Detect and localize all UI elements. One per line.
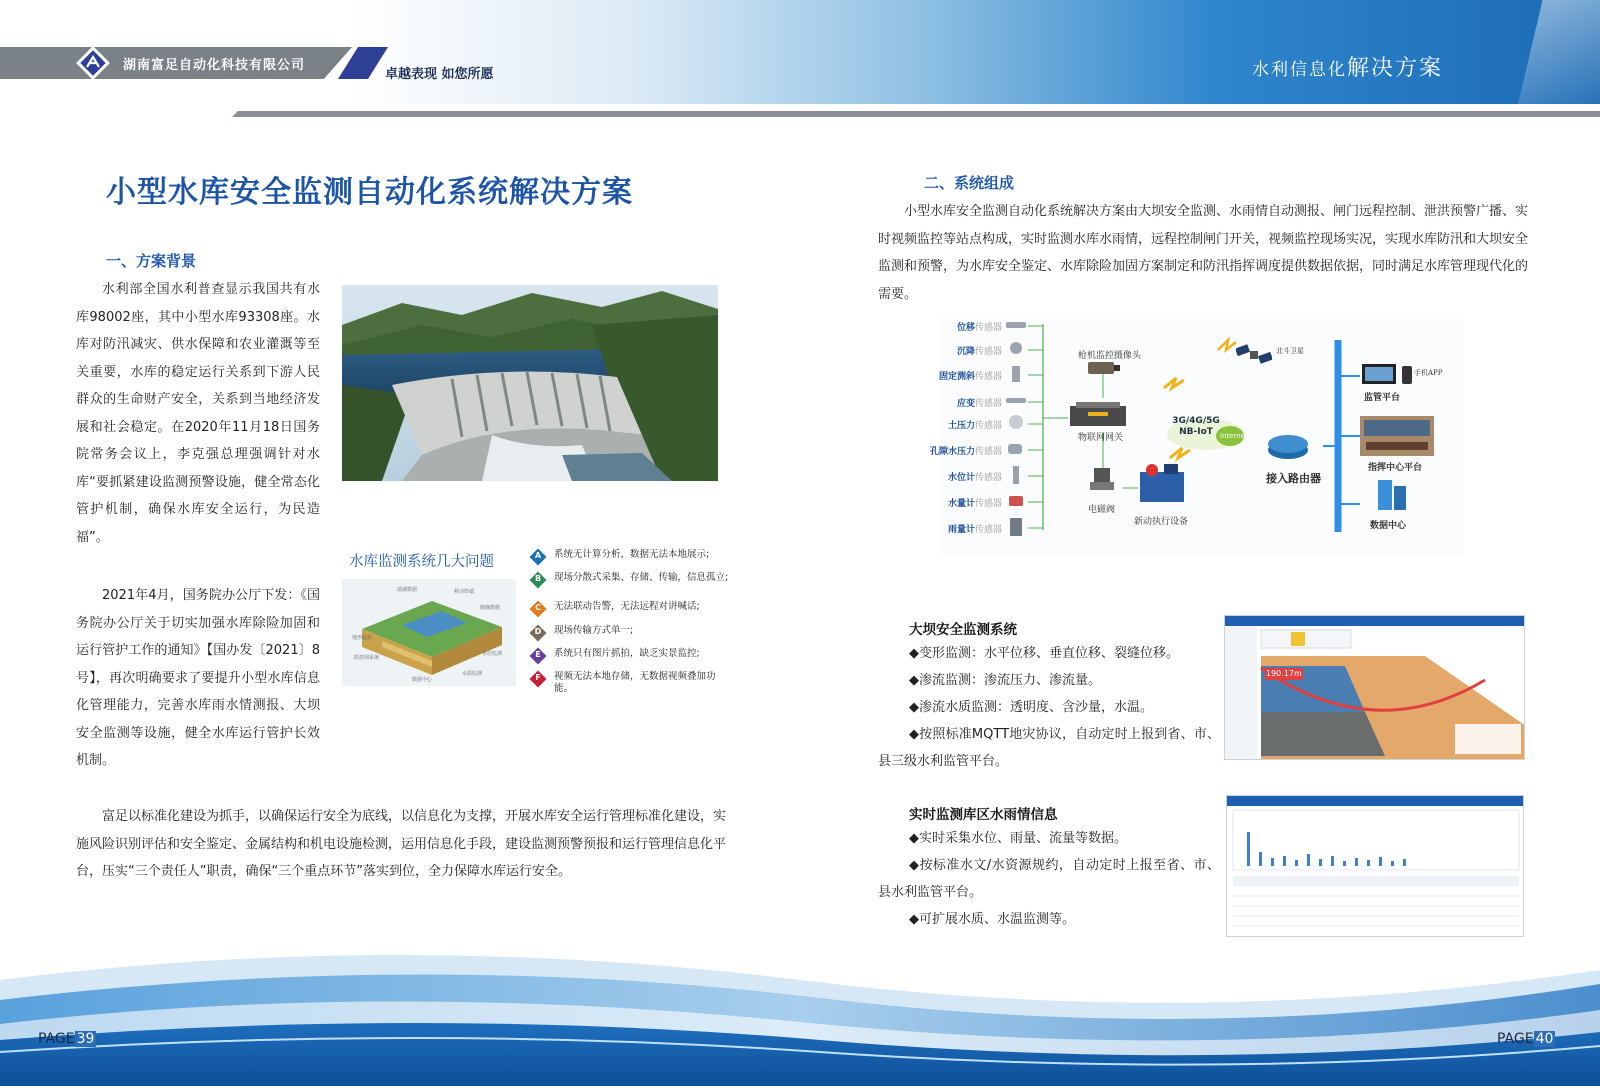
sensor-suffix: 传感器 [974, 399, 1002, 409]
svg-text:数据中心: 数据中心 [412, 677, 433, 683]
problem-text: 系统只有图片抓拍，缺乏实景监控; [554, 648, 700, 659]
problem-text: 视频无法本地存储，无数据视频叠加功能。 [554, 671, 716, 694]
sensor-name: 雨量计 [947, 525, 975, 535]
sensor-label [957, 344, 1002, 357]
problem-letter: E [535, 650, 541, 659]
sensor-label [939, 369, 1002, 382]
dam-monitor-item-1: ◆变形监测：水平位移、垂直位移、裂缝位移。 [909, 646, 1179, 661]
svg-text:遥感数据: 遥感数据 [397, 587, 418, 593]
svg-text:精确数据: 精确数据 [480, 605, 501, 611]
sensor-label [948, 418, 1002, 431]
system-paragraph: 小型水库安全监测自动化系统解决方案由大坝安全监测、水雨情自动测报、闸门远程控制、泄洪预警广播、实时视频监控等站点构成，实时监测水库水雨情，远程控制闸门开关，视频监控现场实况，实现水库防汛和大坝安全监测和预警，为水库安全鉴定、水库除险加固方案制定和防汛指挥调度提供数据依据，同时满足水库管理现代化的需要。 [878, 204, 1529, 302]
sensor-suffix: 传感器 [974, 525, 1002, 535]
sensor-suffix: 传感器 [974, 473, 1002, 483]
section-system-title: 二、系统组成 [924, 174, 1015, 192]
sensor-thumbnails [1004, 318, 1028, 538]
problem-letter: B [534, 574, 542, 583]
sensor-suffix: 传感器 [974, 421, 1002, 431]
problem-letter: D [534, 627, 542, 636]
page-label-right: PAGE [1497, 1031, 1534, 1047]
problem-item [530, 625, 730, 637]
company-name: 湖南富足自动化科技有限公司 [123, 58, 306, 73]
sensor-label [948, 522, 1002, 535]
problem-item [530, 549, 730, 561]
sensor-label [930, 444, 1002, 457]
company-slogan: 卓越表现 如您所愿 [385, 67, 494, 82]
gateway-label: 物联网网关 [1078, 433, 1124, 443]
sensor-name: 沉降 [956, 347, 975, 357]
sensor-label [957, 396, 1002, 409]
camera-icon [1086, 358, 1122, 378]
actuator-label: 新动执行设备 [1134, 517, 1189, 527]
svg-text:移动终端: 移动终端 [454, 589, 475, 595]
data-center-label: 数据中心 [1370, 521, 1407, 531]
sensor-name: 孔隙水压力 [929, 447, 975, 457]
problem-marker-icon [530, 601, 546, 617]
problem-text: 现场分散式采集、存储、传输，信息孤立; [554, 572, 729, 583]
problem-letter: A [534, 551, 542, 560]
problem-marker-icon [530, 625, 546, 641]
rain-monitor-screenshot [1226, 795, 1524, 937]
header-series-title [1252, 51, 1443, 82]
header-title-small: 水利信息化 [1252, 60, 1347, 80]
network-label: 3G/4G/5G NB-IoT [1172, 416, 1220, 437]
background-paragraph-3: 富足以标准化建设为抓手，以确保运行安全为底线，以信息化为支撑，开展水库安全运行管理标准化建设，实施风险识别评估和安全鉴定、金属结构和机电设施检测，运用信息化手段，建设监测预警预报和运行管理信息化平台，压实“三个责任人”职责，确保“三个重点环节”落实到位，全力保障水库运行安全。 [76, 809, 727, 879]
page-number-value-left: 39 [76, 1031, 95, 1047]
problem-text: 无法联动告警，无法远程对讲喊话; [554, 601, 700, 612]
svg-text:地形起伏: 地形起伏 [352, 635, 373, 641]
rain-monitor-item-1: ◆实时采集水位、雨量、流量等数据。 [909, 831, 1127, 846]
system-architecture-diagram [929, 318, 1464, 556]
sensor-suffix: 传感器 [974, 347, 1002, 357]
dam-photo [342, 285, 718, 481]
dam-monitor-title: 大坝安全监测系统 [909, 622, 1017, 638]
monitor-platform-icon [1360, 362, 1418, 388]
command-center-label: 指挥中心平台 [1368, 463, 1423, 473]
internet-label: Internet [1220, 432, 1248, 440]
svg-text:防溃坝系统: 防溃坝系统 [354, 655, 380, 661]
actuator-icon [1138, 462, 1186, 506]
router-label: 接入路由器 [1266, 472, 1321, 485]
page-label-left: PAGE [38, 1031, 75, 1047]
header-title-large: 解决方案 [1347, 56, 1444, 81]
page-number-right [1497, 1031, 1555, 1047]
rain-monitor-item-2: ◆按标准水文/水资源规约，自动定时上报至省、市、县水利监管平台。 [878, 858, 1220, 900]
problem-text: 现场传输方式单一; [554, 625, 634, 636]
monitor-platform-label: 监管平台 [1364, 393, 1401, 403]
sensor-name: 水位计 [947, 473, 975, 483]
page-number-value-right: 40 [1535, 1031, 1554, 1047]
dam-monitor-item-2: ◆渗流监测：渗流压力、渗流量。 [909, 673, 1101, 688]
svg-text:水质监测: 水质监测 [462, 671, 483, 677]
problems-title: 水库监测系统几大问题 [349, 554, 494, 570]
rain-monitor-title: 实时监测库区水雨情信息 [909, 807, 1058, 823]
problem-marker-icon [530, 671, 546, 687]
dam-monitor-screenshot-graphic [1225, 616, 1525, 760]
sensor-label [957, 320, 1002, 333]
problem-letter: C [535, 603, 541, 612]
svg-text:水位监测: 水位监测 [482, 651, 503, 657]
valve-label: 电磁阀 [1088, 505, 1116, 515]
sensor-name: 水量计 [947, 499, 975, 509]
problem-marker-icon [530, 549, 546, 565]
problem-item [530, 601, 730, 613]
problem-marker-icon [530, 572, 546, 588]
company-logo-icon [76, 46, 110, 80]
sensor-name: 位移 [956, 323, 975, 333]
background-paragraph-1: 水利部全国水利普查显示我国共有水库98002座，其中小型水库93308座。水库对防汛减灾、供水保障和农业灌溉等至关重要，水库的稳定运行关系到下游人民群众的生命财产安全，关系到当地经济发展和社会稳定。在2020年11月18日国务院常务会议上，李克强总理强调针对水库“要抓紧建设监测预警设施，健全常态化管护机制，确保水库安全运行，为民造福”。 [76, 282, 320, 545]
sensor-label [948, 496, 1002, 509]
sensor-suffix: 传感器 [974, 499, 1002, 509]
reservoir-model-illustration [342, 579, 516, 686]
page-title: 小型水库安全监测自动化系统解决方案 [106, 175, 633, 210]
sensor-name: 固定测斜 [938, 372, 975, 382]
header-rule [232, 111, 1600, 117]
dam-monitor-item-4: ◆按照标准MQTT地灾协议，自动定时上报到省、市、县三级水利监管平台。 [878, 727, 1220, 769]
sensor-suffix: 传感器 [974, 447, 1002, 457]
satellite-icon [1236, 342, 1272, 368]
problem-text: 系统无计算分析，数据无法本地展示; [554, 549, 710, 560]
page-number-left [38, 1031, 96, 1047]
sensor-name: 土压力 [947, 421, 975, 431]
problem-item [530, 572, 730, 584]
data-center-icon [1374, 478, 1410, 512]
router-icon [1266, 430, 1310, 460]
problem-item [530, 671, 730, 695]
problem-marker-icon [530, 648, 546, 664]
problem-letter: F [535, 673, 541, 682]
sensor-label [948, 470, 1002, 483]
background-paragraph-2: 2021年4月，国务院办公厅下发：《国务院办公厅关于切实加强水库除险加固和运行管护工作的通知》【国办发〔2021〕8号】，再次明确要求了要提升小型水库信息化管理能力，完善水库雨水情测报、大坝安全监测等设施，健全水库运行管护长效机制。 [76, 588, 320, 768]
mobile-app-label: 手机APP [1414, 369, 1443, 377]
rain-monitor-item-3: ◆可扩展水质、水温监测等。 [909, 912, 1075, 927]
sensor-name: 应变 [956, 399, 975, 409]
valve-icon [1088, 466, 1116, 494]
sensor-suffix: 传感器 [974, 323, 1002, 333]
problem-item [530, 648, 730, 660]
sensor-suffix: 传感器 [974, 372, 1002, 382]
section-background-title: 一、方案背景 [106, 252, 197, 270]
rain-monitor-screenshot-graphic [1227, 796, 1524, 937]
footer-waves [0, 940, 1600, 1086]
command-center-icon [1360, 416, 1434, 456]
dam-water-level-value: 190.17m [1266, 669, 1302, 678]
satellite-label: 北斗卫星 [1276, 347, 1304, 355]
gateway-icon [1068, 400, 1128, 430]
dam-monitor-screenshot [1224, 615, 1525, 760]
camera-label: 枪机监控摄像头 [1078, 351, 1142, 361]
dam-monitor-item-3: ◆渗流水质监测：透明度、含沙量，水温。 [909, 700, 1153, 715]
